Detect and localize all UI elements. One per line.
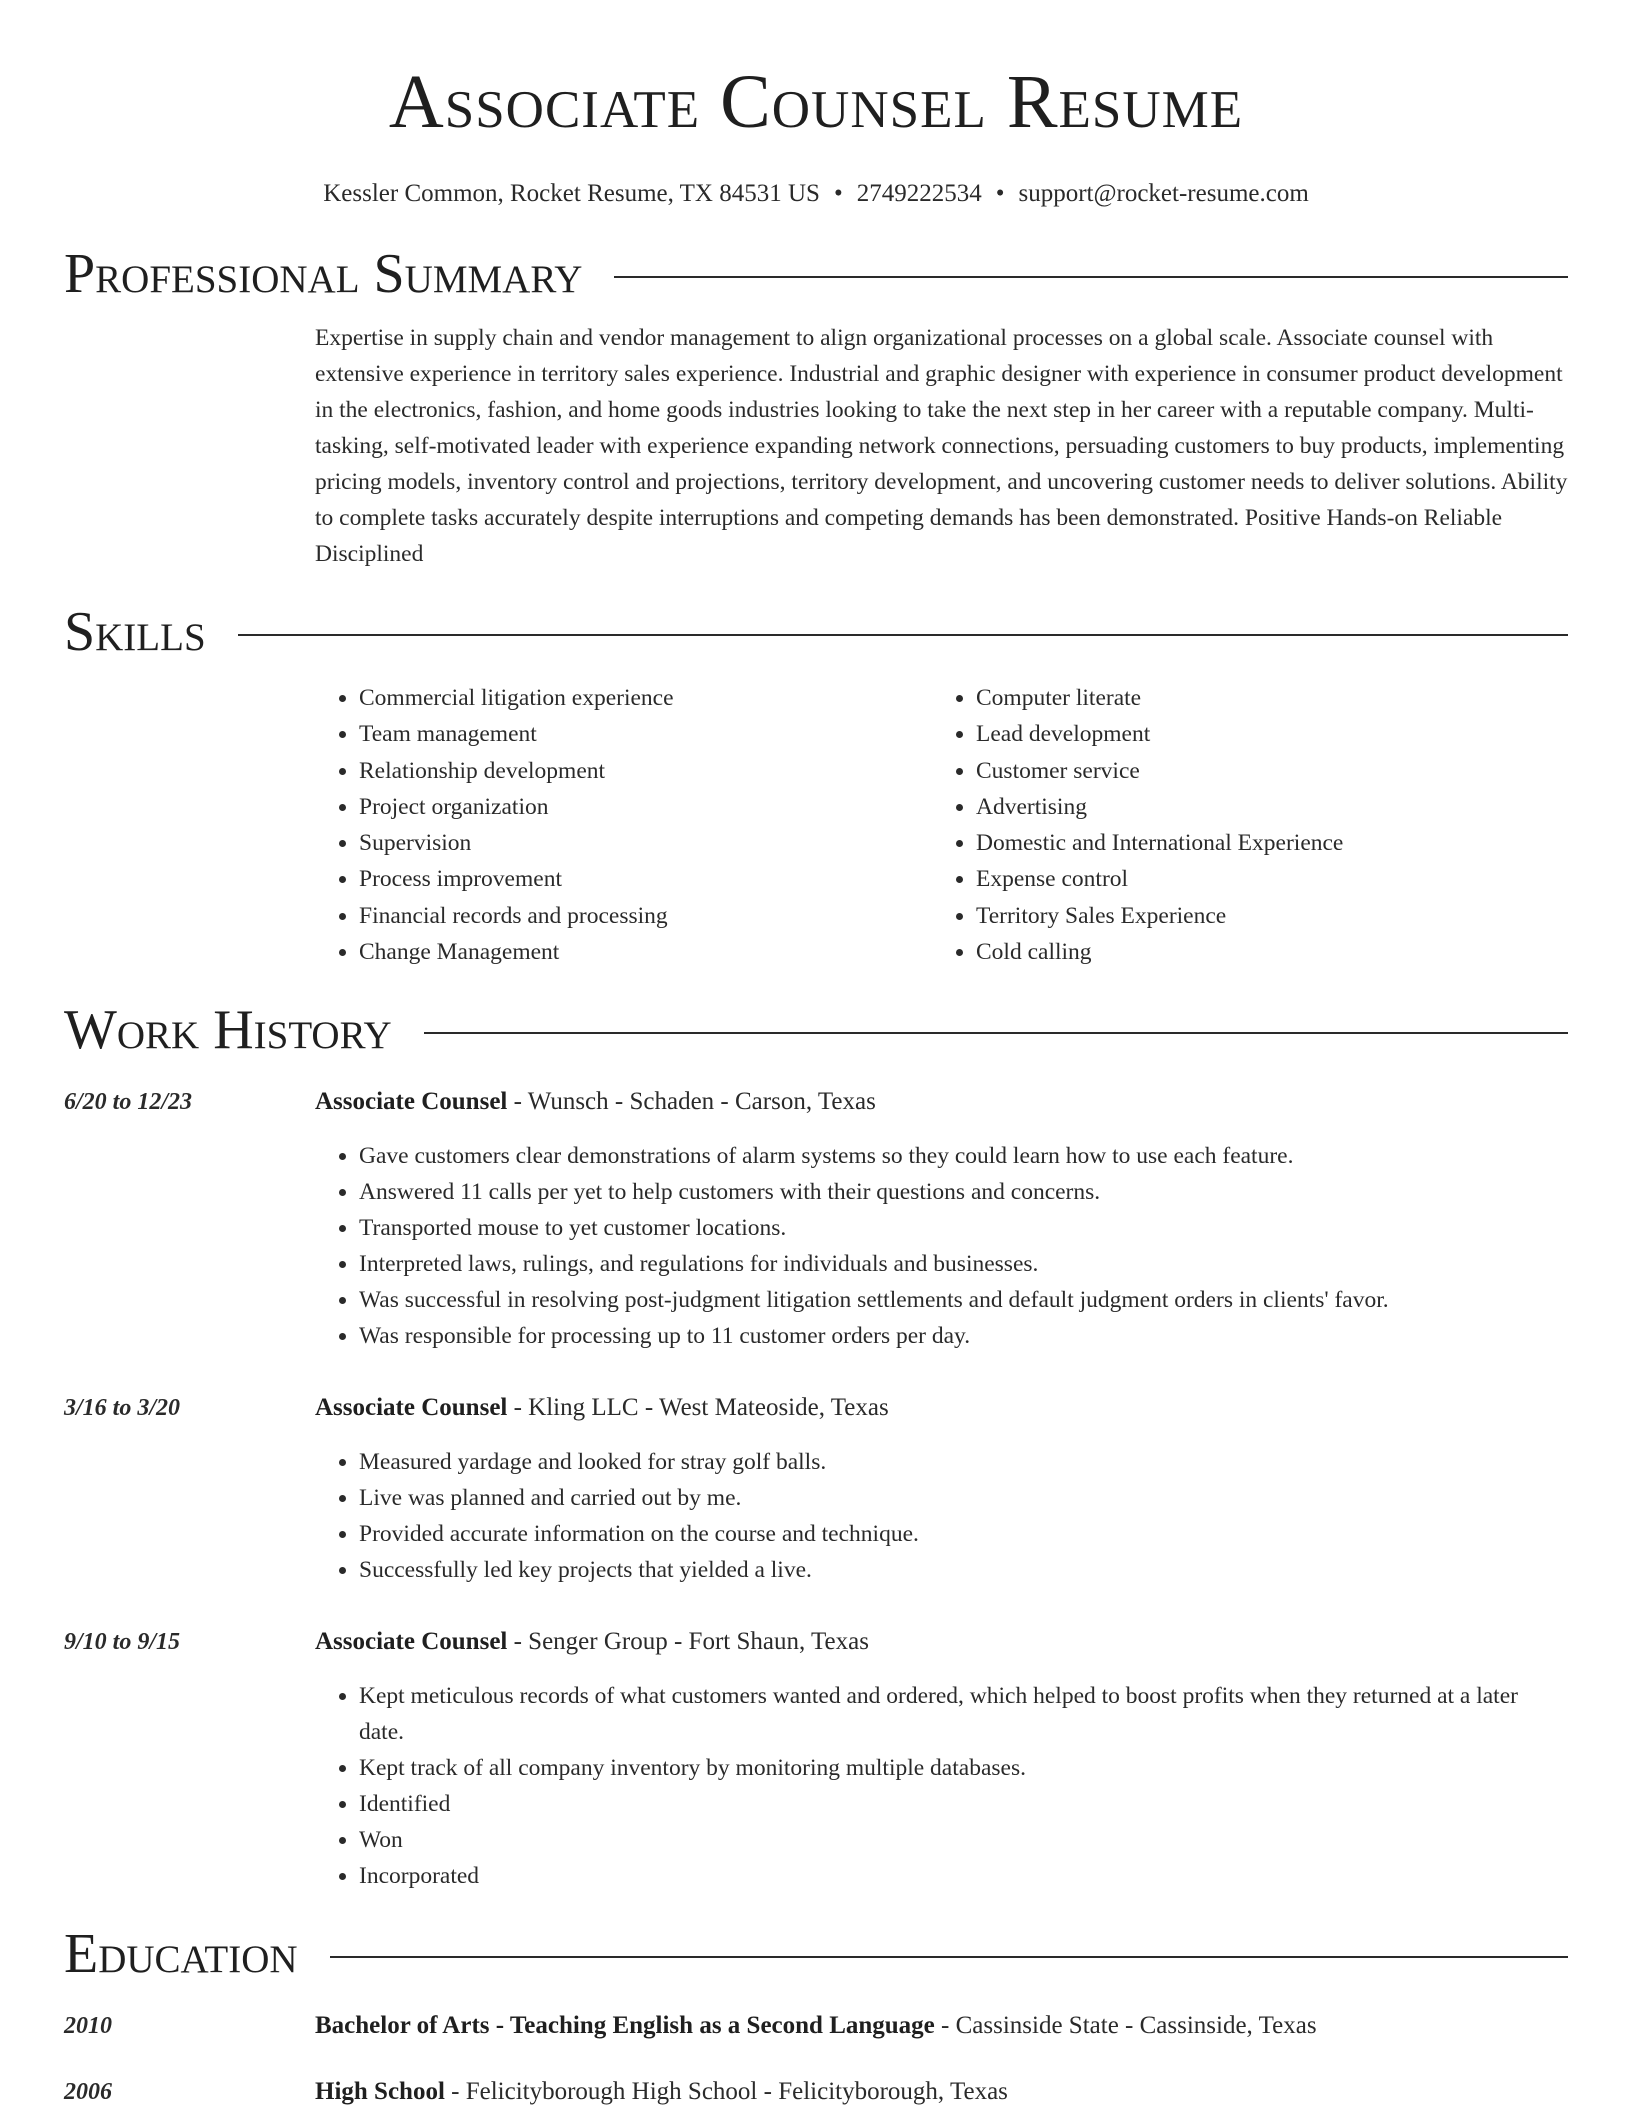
job-body xyxy=(315,1390,1568,1588)
job-title-line xyxy=(315,1084,1568,1120)
contact-line xyxy=(64,178,1568,210)
skill-item: • Project organization xyxy=(359,789,932,825)
education-year: 2006 xyxy=(64,2079,112,2106)
job-bullet: • Transported mouse to yet customer locations. xyxy=(359,1210,1568,1246)
job-employer: - Kling LLC - West Mateoside, Texas xyxy=(507,1394,889,1422)
job-dates: 3/16 to 3/20 xyxy=(64,1395,181,1422)
education-school: - Felicityborough High School - Felicityborough, Texas xyxy=(444,2078,1008,2106)
education-title-line xyxy=(315,2008,1568,2044)
skills-section-header xyxy=(64,598,1568,666)
contact-separator: • xyxy=(833,180,843,207)
job-body xyxy=(315,1624,1568,1894)
skill-item: • Lead development xyxy=(976,716,1549,752)
job-bullet: • Answered 11 calls per yet to help customers with their questions and concerns. xyxy=(359,1174,1568,1210)
skill-item: • Expense control xyxy=(976,861,1549,897)
skill-item: • Cold calling xyxy=(976,934,1549,970)
education-body xyxy=(315,2074,1568,2110)
skill-item: • Change Management xyxy=(359,934,932,970)
job-title: Associate Counsel xyxy=(315,1394,508,1422)
skill-item: • Commercial litigation experience xyxy=(359,680,932,716)
education-entry xyxy=(64,2074,1568,2110)
job-bullet: • Successfully led key projects that yielded a live. xyxy=(359,1552,1568,1588)
job-bullet: • Kept track of all company inventory by monitoring multiple databases. xyxy=(359,1750,1568,1786)
job-bullet: • Interpreted laws, rulings, and regulations for individuals and businesses. xyxy=(359,1246,1568,1282)
section-divider xyxy=(238,634,1568,636)
education-year: 2010 xyxy=(64,2013,112,2040)
work-section-header xyxy=(64,996,1568,1064)
skill-item: • Advertising xyxy=(976,789,1549,825)
education-school: - Cassinside State - Cassinside, Texas xyxy=(934,2012,1317,2040)
skill-item: • Domestic and International Experience xyxy=(976,825,1549,861)
job-title-line xyxy=(315,1624,1568,1660)
skill-item: • Team management xyxy=(359,716,932,752)
job-bullet: • Live was planned and carried out by me. xyxy=(359,1480,1568,1516)
work-history-list xyxy=(64,1084,1568,1894)
summary-heading: Professional Summary xyxy=(64,243,583,305)
skill-item: • Computer literate xyxy=(976,680,1549,716)
education-body xyxy=(315,2008,1568,2044)
skill-item: • Relationship development xyxy=(359,753,932,789)
skill-item: • Supervision xyxy=(359,825,932,861)
job-bullet: • Gave customers clear demonstrations of alarm systems so they could learn how to use each feature. xyxy=(359,1138,1568,1174)
skills-list xyxy=(315,680,1568,970)
job-bullet: • Provided accurate information on the course and technique. xyxy=(359,1516,1568,1552)
contact-email: support@rocket-resume.com xyxy=(1018,180,1309,207)
section-divider xyxy=(424,1032,1568,1034)
contact-separator: • xyxy=(995,180,1005,207)
job-bullet: • Identified xyxy=(359,1786,1568,1822)
job-entry xyxy=(64,1624,1568,1894)
job-bullets xyxy=(315,1444,1568,1588)
job-bullet: • Won xyxy=(359,1822,1568,1858)
job-employer: - Senger Group - Fort Shaun, Texas xyxy=(507,1628,869,1656)
job-bullets xyxy=(315,1138,1568,1354)
job-entry xyxy=(64,1390,1568,1588)
skill-item: • Territory Sales Experience xyxy=(976,898,1549,934)
skills-column-left xyxy=(315,680,932,970)
skill-item: • Financial records and processing xyxy=(359,898,932,934)
job-title: Associate Counsel xyxy=(315,1088,508,1116)
skills-heading: Skills xyxy=(64,601,206,663)
summary-text: Expertise in supply chain and vendor management to align organizational processes on a global scale. Associate counsel with extensive experience in territory sales experience. Industrial and graphic designer with experience in consumer product development in the electronics, fashion, and home goods industries looking to take the next step in her career with a reputable company. Multi-tasking, self-motivated leader with experience expanding network connections, persuading customers to buy products, implementing pricing models, inventory control and projections, territory development, and uncovering customer needs to deliver solutions. Ability to complete tasks accurately despite interruptions and competing demands has been demonstrated. Positive Hands-on Reliable Disciplined xyxy=(315,325,1568,567)
job-bullet: • Incorporated xyxy=(359,1858,1568,1894)
education-degree: Bachelor of Arts - Teaching English as a Second Language xyxy=(315,2012,935,2040)
skill-item: • Process improvement xyxy=(359,861,932,897)
job-entry xyxy=(64,1084,1568,1354)
job-bullets xyxy=(315,1678,1568,1894)
skill-item: • Customer service xyxy=(976,753,1549,789)
section-divider xyxy=(614,276,1568,278)
skills-column-right xyxy=(932,680,1549,970)
job-bullet: • Measured yardage and looked for stray golf balls. xyxy=(359,1444,1568,1480)
job-bullet: • Was responsible for processing up to 11 customer orders per day. xyxy=(359,1318,1568,1354)
education-heading: Education xyxy=(64,1923,298,1986)
job-title-line xyxy=(315,1390,1568,1426)
job-dates: 6/20 to 12/23 xyxy=(64,1089,193,1116)
section-divider xyxy=(330,1956,1568,1958)
resume-title: Associate Counsel Resume xyxy=(388,60,1244,144)
job-bullet: • Was successful in resolving post-judgment litigation settlements and default judgment orders in clients' favor. xyxy=(359,1282,1568,1318)
job-body xyxy=(315,1084,1568,1354)
education-list xyxy=(64,2008,1568,2110)
work-heading: Work History xyxy=(64,999,392,1062)
resume-page xyxy=(64,0,1568,2110)
job-employer: - Wunsch - Schaden - Carson, Texas xyxy=(507,1088,876,1116)
contact-phone: 2749222534 xyxy=(856,180,982,207)
summary-section-header xyxy=(64,240,1568,308)
education-degree: High School xyxy=(315,2078,445,2106)
job-bullet: • Kept meticulous records of what customers wanted and ordered, which helped to boost profits when they returned at a later date. xyxy=(359,1678,1568,1750)
contact-address: Kessler Common, Rocket Resume, TX 84531 US xyxy=(323,180,820,207)
job-dates: 9/10 to 9/15 xyxy=(64,1629,181,1656)
education-section-header xyxy=(64,1920,1568,1988)
job-title: Associate Counsel xyxy=(315,1628,508,1656)
education-entry xyxy=(64,2008,1568,2044)
education-title-line xyxy=(315,2074,1568,2110)
